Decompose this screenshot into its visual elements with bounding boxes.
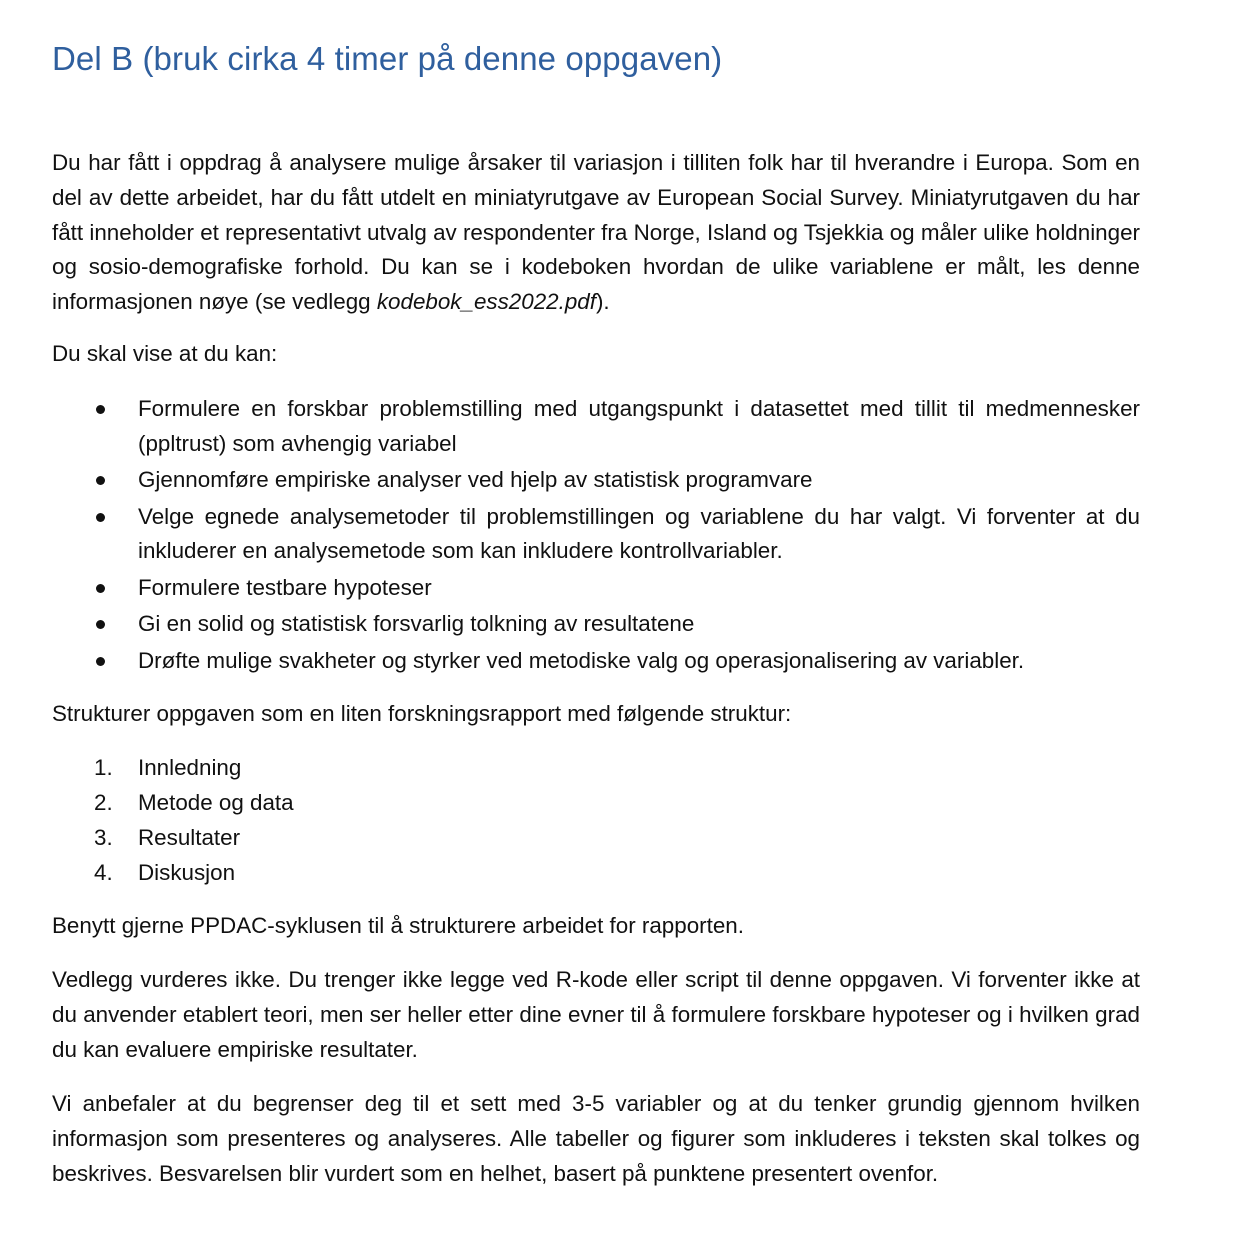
bullet-icon — [96, 584, 105, 593]
list-item-text: Drøfte mulige svakheter og styrker ved metodiske valg og operasjonalisering av variabler. — [138, 647, 1025, 673]
skills-list — [52, 392, 1140, 680]
attachments-paragraph: Vedlegg vurderes ikke. Du trenger ikke legge ved R-kode eller script til denne oppgaven. Vi forventer ikke at du anvender etablert teori, men ser heller etter dine evner til å formulere forskbare hypoteser og i hvilken grad du kan evaluere empiriske resultater. — [52, 967, 1140, 1062]
ppdac-paragraph: Benytt gjerne PPDAC-syklusen til å strukturere arbeidet for rapporten. — [52, 913, 744, 938]
list-item — [52, 607, 1140, 642]
intro-text-end: ). — [595, 289, 610, 315]
recommendation-paragraph: Vi anbefaler at du begrenser deg til et sett med 3-5 variabler og at du tenker grundig gjennom hvilken informasjon som presenteres og analyseres. Alle tabeller og figurer som inkluderes i teksten skal tolkes og beskrives. Besvarelsen blir vurdert som en helhet, basert på punktene presentert ovenfor. — [52, 1091, 1140, 1186]
list-item — [52, 855, 1140, 890]
list-item-text: Metode og data — [138, 790, 294, 815]
list-item-text: Gi en solid og statistisk forsvarlig tolkning av resultatene — [138, 611, 695, 637]
list-item-text: Resultater — [138, 825, 241, 850]
list-number: 4. — [94, 860, 113, 885]
bullet-icon — [96, 476, 105, 485]
list-item — [52, 750, 1140, 785]
bullet-icon — [96, 513, 105, 522]
bullet-icon — [96, 657, 105, 666]
list-item-text: Formulere testbare hypoteser — [138, 574, 432, 600]
codebook-filename: kodebok_ess2022.pdf — [376, 289, 596, 315]
list-number: 2. — [94, 790, 113, 815]
intro-text: Du har fått i oppdrag å analysere mulige årsaker til variasjon i tilliten folk har til hverandre i Europa. Som en del av dette arbeidet, har du fått utdelt en miniatyrutgave av European Social Survey. Miniatyrutgaven du har fått inneholder et representativt utvalg av respondenter fra Norge, Island og Tsjekkia og måler ulike holdninger og sosio-demografiske forhold. Du kan se i kodeboken hvordan de ulike variablene er målt, les denne informasjonen nøye (se vedlegg — [52, 150, 1140, 315]
list-item — [52, 463, 1140, 498]
bullet-icon — [96, 620, 105, 629]
list-item — [52, 820, 1140, 855]
list-item-text: Formulere en forskbar problemstilling med utgangspunkt i datasettet med tillit til medmennesker (ppltrust) som avhengig variabel — [138, 396, 1140, 456]
list-item-text: Gjennomføre empiriske analyser ved hjelp av statistisk programvare — [138, 467, 813, 493]
list-item-text: Innledning — [138, 755, 242, 780]
list-item-text: Diskusjon — [138, 860, 236, 885]
structure-intro: Strukturer oppgaven som en liten forskningsrapport med følgende struktur: — [52, 701, 792, 726]
list-number: 3. — [94, 825, 113, 850]
list-item — [52, 500, 1140, 570]
list-item — [52, 392, 1140, 462]
bullet-icon — [96, 405, 105, 414]
section-heading: Del B (bruk cirka 4 timer på denne oppgaven) — [52, 40, 723, 77]
list-item-text: Velge egnede analysemetoder til problemstillingen og variablene du har valgt. Vi forventer at du inkluderer en analysemetode som kan inkludere kontrollvariabler. — [138, 503, 1140, 564]
list-number: 1. — [94, 755, 113, 780]
list-item — [52, 571, 1140, 606]
intro-paragraph — [52, 146, 1140, 320]
structure-list — [52, 750, 1140, 890]
list-item — [52, 644, 1140, 679]
skills-intro: Du skal vise at du kan: — [52, 341, 278, 366]
list-item — [52, 785, 1140, 820]
